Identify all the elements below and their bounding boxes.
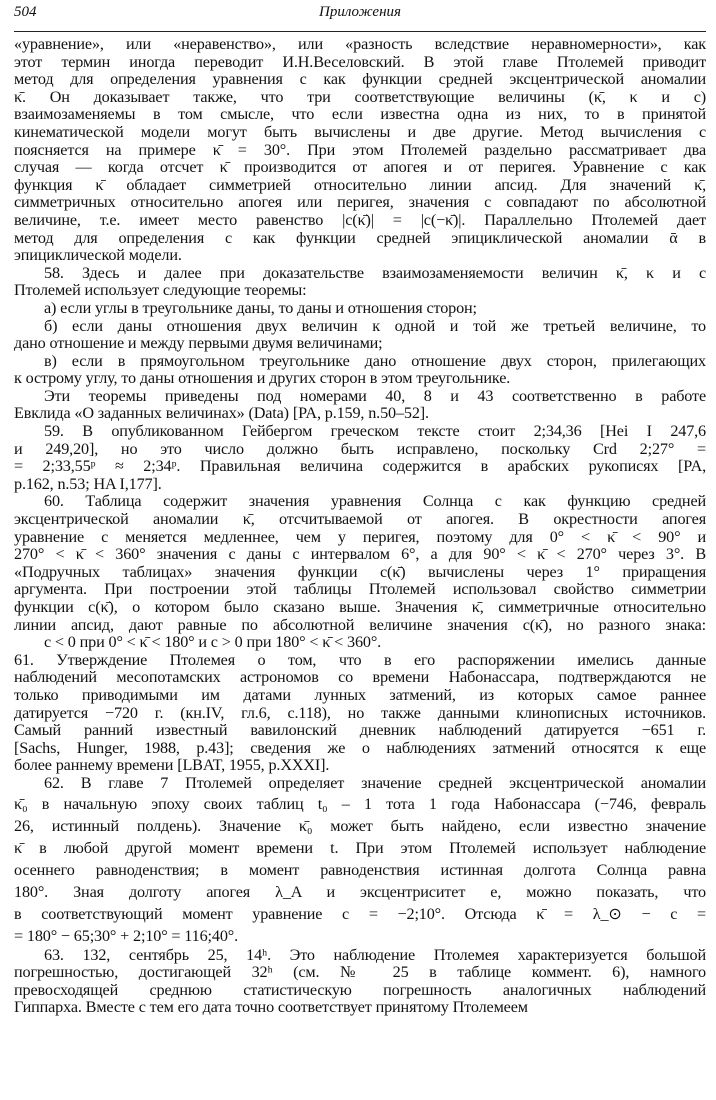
text-line: с < 0 при 0° < κ̄ < 180° и с > 0 при 180° < κ̄ < 360°. (44, 633, 382, 652)
text-line: 270° < κ̄ < 360° значения с даны с интервалом 6°, а для 90° < κ̄ < 270° через 3°. В (14, 545, 706, 564)
text-line: уравнение с меняется медленнее, чем у перигея, поэтому для 0° < κ̄ < 90° и (14, 527, 706, 546)
text-line: p.162, n.53; HA I,177]. (14, 474, 162, 493)
text-line: погрешностью, достигающей 32ʰ (см. № 25 в таблице коммент. 6), намного (14, 963, 706, 982)
text-line: поясняется на примере κ̄ = 30°. При этом Птолемей раздельно рассматривает два (14, 140, 706, 159)
running-title: Приложения (318, 4, 401, 20)
text-line: метод для определения уравнения с как функции средней эксцентрической аномалии (14, 70, 706, 89)
text-line: 59. В опубликованном Гейбергом греческом тексте стоит 2;34,36 [Hei I 247,6 (44, 422, 706, 441)
text-line: эксцентрической аномалии κ̄, отсчитываемой от апогея. В окрестности апогея (14, 510, 706, 529)
text-line: = 2;33,55ᵖ ≈ 2;34ᵖ. Правильная величина содержится в арабских рукописях [PA, (14, 457, 706, 476)
text-line: κ̄₀ в начальную эпоху своих таблиц t₀ – 1 тота 1 года Набонассара (−746, февраль (14, 794, 706, 813)
text-line: 26, истинный полдень). Значение κ̄₀ может быть найдено, если известно значение (14, 816, 706, 835)
text-line: случая — когда отсчет κ̄ производится от апогея и от перигея. Уравнение с как (14, 158, 706, 177)
text-line: 62. В главе 7 Птолемей определяет значение средней эксцентрической аномалии (44, 773, 706, 792)
text-line: Гиппарха. Вместе с тем его дата точно соответствует принятому Птолемеем (14, 998, 528, 1017)
text-line: κ̄ в любой другой момент времени t. При этом Птолемей использует наблюдение (14, 838, 706, 857)
text-line: аргумента. При построении этой таблицы Птолемей использовал свойство симметрии (14, 580, 706, 599)
text-line: кинематической модели могут быть вычислены и две другие. Метод вычисления с (14, 122, 706, 141)
text-line: а) если углы в треугольнике даны, то даны и отношения сторон; (44, 298, 477, 317)
text-line: датируется −720 г. (кн.IV, гл.6, с.118), но также данными клинописных источников. (14, 703, 706, 722)
text-line: только приводимыми им датами лунных затмений, из которых самое раннее (14, 685, 706, 704)
text-line: дано отношение и между первыми двумя величинами; (14, 334, 383, 353)
text-line: и 249,20], но это число должно быть исправлено, поскольку Crd 2;27° = (14, 439, 706, 458)
header-rule (14, 31, 706, 32)
text-line: 60. Таблица содержит значения уравнения Солнца с как функцию средней (44, 492, 706, 511)
text-line: симметричных относительно апогея или перигея, значения с совпадают по абсолютной (14, 193, 706, 212)
page-body-text (14, 36, 706, 1017)
text-line: 58. Здесь и далее при доказательстве взаимозаменяемости величин κ̄, κ и с (44, 263, 706, 282)
text-line: Самый ранний известный вавилонский дневник наблюдений датируется −651 г. (14, 721, 706, 740)
text-line: Эти теоремы приведены под номерами 40, 8 и 43 соответственно в работе (44, 386, 706, 405)
text-line: 63. 132, сентябрь 25, 14ʰ. Это наблюдение Птолемея характеризуется большой (44, 945, 706, 964)
text-line: 61. Утверждение Птолемея о том, что в его распоряжении имелись данные (14, 650, 706, 669)
text-line: б) если даны отношения двух величин к одной и той же третьей величине, то (44, 316, 706, 335)
text-line: к острому углу, то даны отношения и других сторон в этом треугольнике. (14, 369, 511, 388)
text-line: функции с(κ̄), о котором было сказано выше. Значения κ̄, симметричные относительно (14, 598, 706, 616)
text-line: в соответствующий момент уравнение с = −2;10°. Отсюда κ̄ = λ_⊙ − с = (14, 904, 706, 923)
text-line: = 180° − 65;30° + 2;10° = 116;40°. (14, 926, 238, 945)
text-line: Птолемей использует следующие теоремы: (14, 281, 307, 300)
text-line: [Sachs, Hunger, 1988, p.43]; сведения же о наблюдениях затмений относятся к еще (14, 738, 706, 757)
text-line: эпициклической модели. (14, 246, 182, 265)
text-line: взаимозаменяемы в том смысле, что если известна одна из них, то в принятой (14, 105, 706, 124)
text-line: наблюдений месопотамских астрономов со времени Набонассара, подтверждаются не (14, 668, 706, 687)
text-line: более раннему времени [LBAT, 1955, p.XXXI]. (14, 756, 330, 775)
page-header (14, 4, 706, 26)
text-line: κ̄. Он доказывает также, что три соответствующие величины (κ̄, κ и с) (14, 87, 706, 106)
text-line: 180°. Зная долготу апогея λ_A и эксцентриситет e, можно показать, что (14, 882, 706, 901)
text-line: превосходящей среднюю статистическую погрешность аналогичных наблюдений (14, 980, 706, 999)
page-number: 504 (14, 4, 37, 20)
text-line: «уравнение», или «неравенство», или «разность вследствие неравномерности», как (14, 35, 706, 53)
text-line: величине, т.е. имеет место равенство |с(κ̄)| = |с(−κ̄)|. Параллельно Птолемей дает (14, 210, 706, 229)
text-line: «Подручных таблицах» значения функции с(κ̄) вычислены через 1° приращения (14, 562, 706, 581)
text-line: Евклида «О заданных величинах» (Data) [PA, p.159, n.50–52]. (14, 404, 429, 423)
text-line: осеннего равноденствия; в момент равноденствия истинная долгота Солнца равна (14, 860, 706, 879)
text-line: линии апсид, дают равные по абсолютной величине значения с(κ̄), но разного знака: (14, 615, 706, 634)
text-line: метод для определения с как функции средней эпициклической аномалии ᾱ в (14, 228, 706, 247)
text-line: функция κ̄ обладает симметрией относительно линии апсид. Для значений κ̄, (14, 175, 706, 194)
text-line: в) если в прямоугольном треугольнике дано отношение двух сторон, прилегающих (44, 351, 706, 370)
text-line: этот термин иногда переводит И.Н.Веселовский. В этой главе Птолемей приводит (14, 52, 706, 71)
